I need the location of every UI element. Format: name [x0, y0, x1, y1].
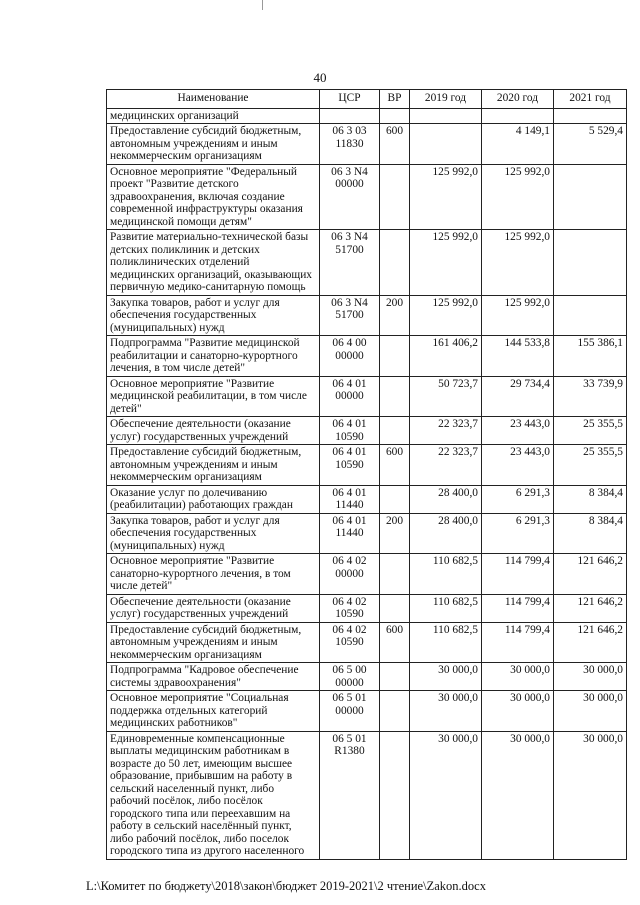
row-2019-cell: 30 000,0: [410, 663, 482, 691]
row-2020-cell: 125 992,0: [482, 230, 554, 296]
table-row: [107, 445, 627, 486]
row-vr-cell: [380, 417, 410, 445]
header-2019: 2019 год: [410, 90, 482, 109]
row-vr-cell: [380, 731, 410, 859]
row-2021-cell: 121 646,2: [554, 594, 627, 622]
row-2020-cell: 30 000,0: [482, 663, 554, 691]
row-2019-cell: 30 000,0: [410, 691, 482, 732]
row-2019-cell: 22 323,7: [410, 445, 482, 486]
table-row: [107, 164, 627, 230]
row-name-cell: Подпрограмма "Развитие медицинской реабилитации и санаторно-курортного лечения, в том числе детей": [107, 336, 320, 377]
row-2019-cell: 110 682,5: [410, 622, 482, 663]
row-vr-cell: 600: [380, 445, 410, 486]
row-2021-cell: 33 739,9: [554, 376, 627, 417]
header-vr: ВР: [380, 90, 410, 109]
row-2021-cell: 155 386,1: [554, 336, 627, 377]
row-2019-cell: 22 323,7: [410, 417, 482, 445]
row-2019-cell: 161 406,2: [410, 336, 482, 377]
row-csr-cell: 06 3 03 11830: [320, 124, 380, 165]
row-vr-cell: 600: [380, 124, 410, 165]
row-csr-cell: 06 5 01 R1380: [320, 731, 380, 859]
table-row: [107, 295, 627, 336]
row-2019-cell: 50 723,7: [410, 376, 482, 417]
row-2020-cell: 23 443,0: [482, 417, 554, 445]
table-row: [107, 336, 627, 377]
row-2021-cell: 30 000,0: [554, 731, 627, 859]
row-2020-cell: 4 149,1: [482, 124, 554, 165]
row-name-cell: Основное мероприятие "Развитие санаторно-курортного лечения, в том числе детей": [107, 554, 320, 595]
row-2020-cell: 114 799,4: [482, 622, 554, 663]
table-row: [107, 417, 627, 445]
row-2021-cell: [554, 108, 627, 124]
row-2021-cell: [554, 164, 627, 230]
row-name-cell: Единовременные компенсационные выплаты медицинским работникам в возрасте до 50 лет, имеющим высшее образование, прибывшим на работу в сельский населенный пункт, либо рабочий посёлок, либо посёлок городского типа или переехавшим на работу в сельский населённый пункт, либо рабочий посёлок, либо поселок городского типа из другого населенного: [107, 731, 320, 859]
row-2021-cell: 5 529,4: [554, 124, 627, 165]
row-vr-cell: [380, 691, 410, 732]
row-name-cell: Обеспечение деятельности (оказание услуг) государственных учреждений: [107, 594, 320, 622]
row-vr-cell: 600: [380, 622, 410, 663]
row-2021-cell: [554, 295, 627, 336]
row-2020-cell: 125 992,0: [482, 295, 554, 336]
row-name-cell: Развитие материально-технической базы детских поликлиник и детских поликлинических отделений медицинских организаций, оказывающих первичную медико-санитарную помощь: [107, 230, 320, 296]
row-name-cell: Основное мероприятие "Развитие медицинской реабилитации, в том числе детей": [107, 376, 320, 417]
row-vr-cell: [380, 663, 410, 691]
row-name-cell: Оказание услуг по долечиванию (реабилитации) работающих граждан: [107, 485, 320, 513]
row-2021-cell: [554, 230, 627, 296]
table-row: [107, 663, 627, 691]
header-2020: 2020 год: [482, 90, 554, 109]
table-row: [107, 108, 627, 124]
row-name-cell: Предоставление субсидий бюджетным, автономным учреждениям и иным некоммерческим организациям: [107, 124, 320, 165]
row-csr-cell: [320, 108, 380, 124]
row-2019-cell: 28 400,0: [410, 513, 482, 554]
page-number: 40: [313, 70, 327, 85]
row-2020-cell: [482, 108, 554, 124]
row-csr-cell: 06 4 00 00000: [320, 336, 380, 377]
row-2020-cell: 6 291,3: [482, 485, 554, 513]
row-vr-cell: 200: [380, 295, 410, 336]
table-row: [107, 554, 627, 595]
row-2020-cell: 114 799,4: [482, 594, 554, 622]
row-name-cell: медицинских организаций: [107, 108, 320, 124]
row-2020-cell: 6 291,3: [482, 513, 554, 554]
row-vr-cell: [380, 108, 410, 124]
row-2021-cell: 30 000,0: [554, 663, 627, 691]
row-name-cell: Основное мероприятие "Социальная поддержка отдельных категорий медицинских работников": [107, 691, 320, 732]
row-name-cell: Основное мероприятие "Федеральный проект "Развитие детского здравоохранения, включая создание современной инфраструктуры оказания медицинской помощи детям": [107, 164, 320, 230]
file-path-footer: L:\Комитет по бюджету\2018\закон\бюджет 2019-2021\2 чтение\Zakon.docx: [86, 879, 486, 893]
row-name-cell: Закупка товаров, работ и услуг для обеспечения государственных (муниципальных) нужд: [107, 513, 320, 554]
row-2020-cell: 144 533,8: [482, 336, 554, 377]
table-row: [107, 691, 627, 732]
row-csr-cell: 06 3 N4 51700: [320, 295, 380, 336]
row-csr-cell: 06 4 01 10590: [320, 445, 380, 486]
row-csr-cell: 06 3 N4 00000: [320, 164, 380, 230]
row-2019-cell: [410, 108, 482, 124]
row-2020-cell: 30 000,0: [482, 731, 554, 859]
row-vr-cell: [380, 164, 410, 230]
row-2020-cell: 114 799,4: [482, 554, 554, 595]
row-2019-cell: [410, 124, 482, 165]
row-2020-cell: 30 000,0: [482, 691, 554, 732]
row-name-cell: Предоставление субсидий бюджетным, автономным учреждениям и иным некоммерческим организациям: [107, 445, 320, 486]
row-2019-cell: 110 682,5: [410, 594, 482, 622]
row-vr-cell: [380, 554, 410, 595]
header-2021: 2021 год: [554, 90, 627, 109]
row-vr-cell: [380, 376, 410, 417]
row-name-cell: Закупка товаров, работ и услуг для обеспечения государственных (муниципальных) нужд: [107, 295, 320, 336]
row-csr-cell: 06 4 02 00000: [320, 554, 380, 595]
row-2019-cell: 110 682,5: [410, 554, 482, 595]
row-vr-cell: [380, 336, 410, 377]
row-csr-cell: 06 5 01 00000: [320, 691, 380, 732]
header-csr: ЦСР: [320, 90, 380, 109]
header-name: Наименование: [107, 90, 320, 109]
row-csr-cell: 06 4 01 00000: [320, 376, 380, 417]
budget-table: [106, 89, 627, 860]
table-row: [107, 513, 627, 554]
row-2019-cell: 125 992,0: [410, 164, 482, 230]
row-name-cell: Подпрограмма "Кадровое обеспечение системы здравоохранения": [107, 663, 320, 691]
table-row: [107, 124, 627, 165]
row-vr-cell: [380, 485, 410, 513]
table-row: [107, 622, 627, 663]
table-row: [107, 376, 627, 417]
table-body: [107, 108, 627, 859]
row-csr-cell: 06 4 02 10590: [320, 622, 380, 663]
scan-crop-mark: [262, 0, 263, 10]
row-name-cell: Предоставление субсидий бюджетным, автономным учреждениям и иным некоммерческим организациям: [107, 622, 320, 663]
row-2019-cell: 125 992,0: [410, 295, 482, 336]
row-csr-cell: 06 4 01 11440: [320, 485, 380, 513]
row-vr-cell: 200: [380, 513, 410, 554]
row-2020-cell: 23 443,0: [482, 445, 554, 486]
row-2021-cell: 25 355,5: [554, 417, 627, 445]
row-2020-cell: 125 992,0: [482, 164, 554, 230]
row-2019-cell: 125 992,0: [410, 230, 482, 296]
row-2019-cell: 28 400,0: [410, 485, 482, 513]
row-csr-cell: 06 4 01 11440: [320, 513, 380, 554]
row-csr-cell: 06 3 N4 51700: [320, 230, 380, 296]
row-vr-cell: [380, 594, 410, 622]
table-row: [107, 485, 627, 513]
table-header-row: [107, 90, 627, 109]
row-vr-cell: [380, 230, 410, 296]
row-name-cell: Обеспечение деятельности (оказание услуг) государственных учреждений: [107, 417, 320, 445]
row-csr-cell: 06 4 01 10590: [320, 417, 380, 445]
row-2021-cell: 30 000,0: [554, 691, 627, 732]
row-2019-cell: 30 000,0: [410, 731, 482, 859]
row-2021-cell: 121 646,2: [554, 554, 627, 595]
row-2020-cell: 29 734,4: [482, 376, 554, 417]
table-row: [107, 731, 627, 859]
table-row: [107, 230, 627, 296]
table-row: [107, 594, 627, 622]
row-2021-cell: 25 355,5: [554, 445, 627, 486]
row-csr-cell: 06 5 00 00000: [320, 663, 380, 691]
row-2021-cell: 121 646,2: [554, 622, 627, 663]
row-2021-cell: 8 384,4: [554, 485, 627, 513]
row-csr-cell: 06 4 02 10590: [320, 594, 380, 622]
row-2021-cell: 8 384,4: [554, 513, 627, 554]
